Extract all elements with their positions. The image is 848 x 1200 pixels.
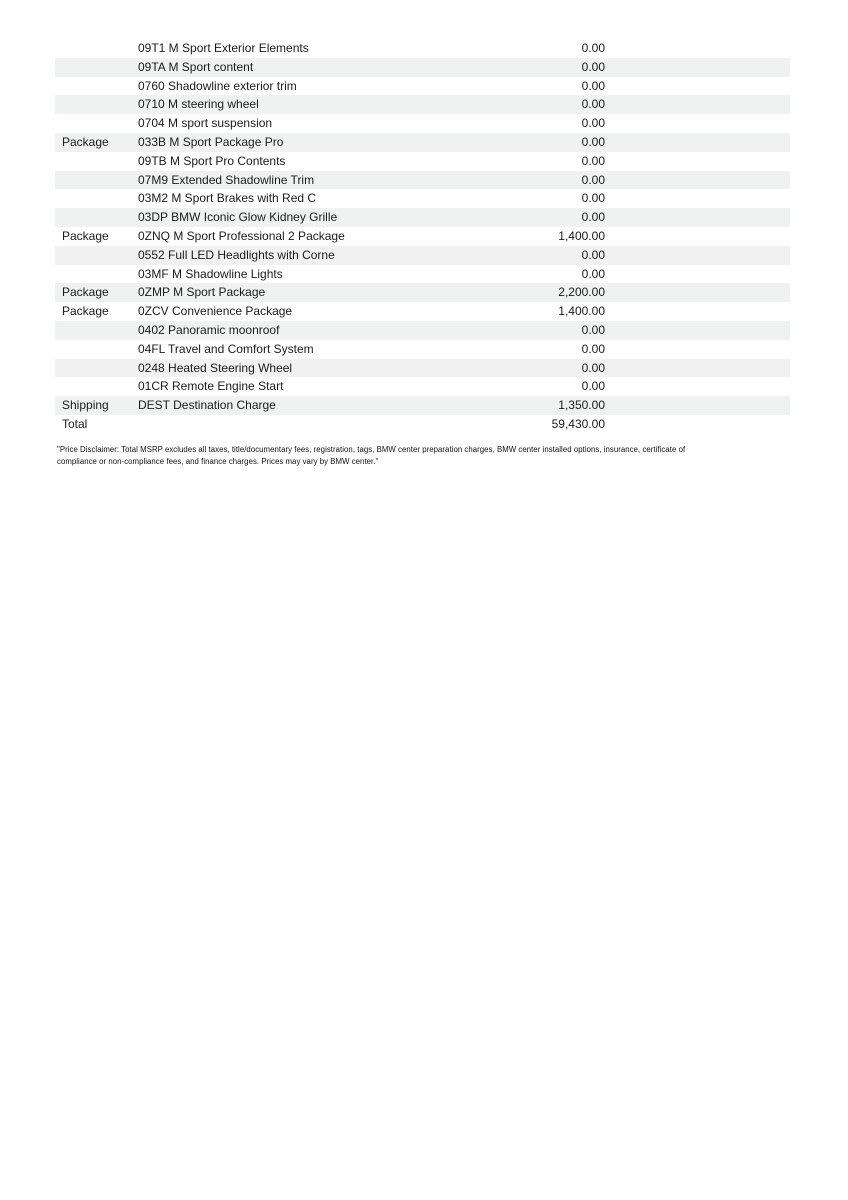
row-price: 0.00 (581, 78, 605, 93)
table-row (55, 377, 790, 396)
row-item-description: 0704 M sport suspension (138, 116, 273, 131)
row-item-description: 09T1 M Sport Exterior Elements (138, 41, 309, 55)
table-row (55, 227, 790, 246)
table-row (55, 283, 790, 302)
table-row (55, 302, 790, 321)
table-row (55, 171, 790, 190)
table-row (55, 152, 790, 171)
row-item-description: 033B M Sport Package Pro (138, 134, 284, 149)
row-price: 1,350.00 (558, 398, 605, 413)
row-price: 0.00 (581, 172, 605, 187)
row-item-description: 03DP BMW Iconic Glow Kidney Grille (138, 210, 338, 225)
table-row (55, 39, 790, 58)
price-disclaimer-line-2: compliance or non-compliance fees, and finance charges. Prices may vary by BMW center." (57, 456, 379, 466)
price-disclaimer (57, 444, 797, 467)
row-price: 0.00 (581, 41, 605, 55)
row-item-description: 0760 Shadowline exterior trim (138, 78, 297, 93)
row-price: 0.00 (581, 97, 605, 112)
table-row (55, 340, 790, 359)
row-price: 0.00 (581, 360, 605, 375)
row-category: Package (62, 285, 109, 300)
row-item-description: 0402 Panoramic moonroof (138, 322, 280, 337)
row-price: 0.00 (581, 322, 605, 337)
row-item-description: 0ZMP M Sport Package (138, 285, 266, 300)
table-row (55, 95, 790, 114)
row-item-description: 09TA M Sport content (138, 59, 254, 74)
table-row (55, 208, 790, 227)
row-item-description: 09TB M Sport Pro Contents (138, 153, 286, 168)
table-row (55, 415, 790, 434)
row-price: 0.00 (581, 153, 605, 168)
table-row (55, 77, 790, 96)
row-item-description: 0552 Full LED Headlights with Corne (138, 247, 335, 262)
row-price: 0.00 (581, 379, 605, 394)
row-price: 0.00 (581, 266, 605, 281)
row-item-description: 03MF M Shadowline Lights (138, 266, 283, 281)
row-price: 0.00 (581, 341, 605, 356)
table-row (55, 396, 790, 415)
row-price: 1,400.00 (558, 228, 605, 243)
row-category: Shipping (62, 398, 109, 413)
table-row (55, 321, 790, 340)
price-disclaimer-line-1: "Price Disclaimer: Total MSRP excludes all taxes, title/documentary fees, registration, tags, BMW center preparation charges, BMW center installed options, insurance, certificate of (57, 445, 686, 454)
table-row (55, 265, 790, 284)
options-table (55, 39, 790, 434)
row-item-description: 0ZNQ M Sport Professional 2 Package (138, 228, 345, 243)
row-item-description: 07M9 Extended Shadowline Trim (138, 172, 315, 187)
row-item-description: 04FL Travel and Comfort System (138, 341, 314, 356)
row-category: Total (62, 416, 88, 431)
row-price: 2,200.00 (558, 285, 605, 300)
table-row (55, 359, 790, 378)
table-row (55, 189, 790, 208)
table-row (55, 246, 790, 265)
row-price: 0.00 (581, 116, 605, 131)
row-item-description: DEST Destination Charge (138, 398, 276, 413)
row-price: 59,430.00 (551, 416, 605, 431)
row-price: 0.00 (581, 191, 605, 206)
row-category: Package (62, 228, 109, 243)
row-item-description: 0ZCV Convenience Package (138, 304, 293, 319)
row-category: Package (62, 304, 109, 319)
row-item-description: 03M2 M Sport Brakes with Red C (138, 191, 317, 206)
row-category: Package (62, 134, 109, 149)
row-price: 0.00 (581, 134, 605, 149)
row-price: 0.00 (581, 59, 605, 74)
table-row (55, 114, 790, 133)
row-price: 1,400.00 (558, 304, 605, 319)
row-item-description: 01CR Remote Engine Start (138, 379, 284, 394)
row-item-description: 0248 Heated Steering Wheel (138, 360, 293, 375)
row-price: 0.00 (581, 210, 605, 225)
table-row (55, 133, 790, 152)
row-item-description: 0710 M steering wheel (138, 97, 259, 112)
row-price: 0.00 (581, 247, 605, 262)
table-row (55, 58, 790, 77)
